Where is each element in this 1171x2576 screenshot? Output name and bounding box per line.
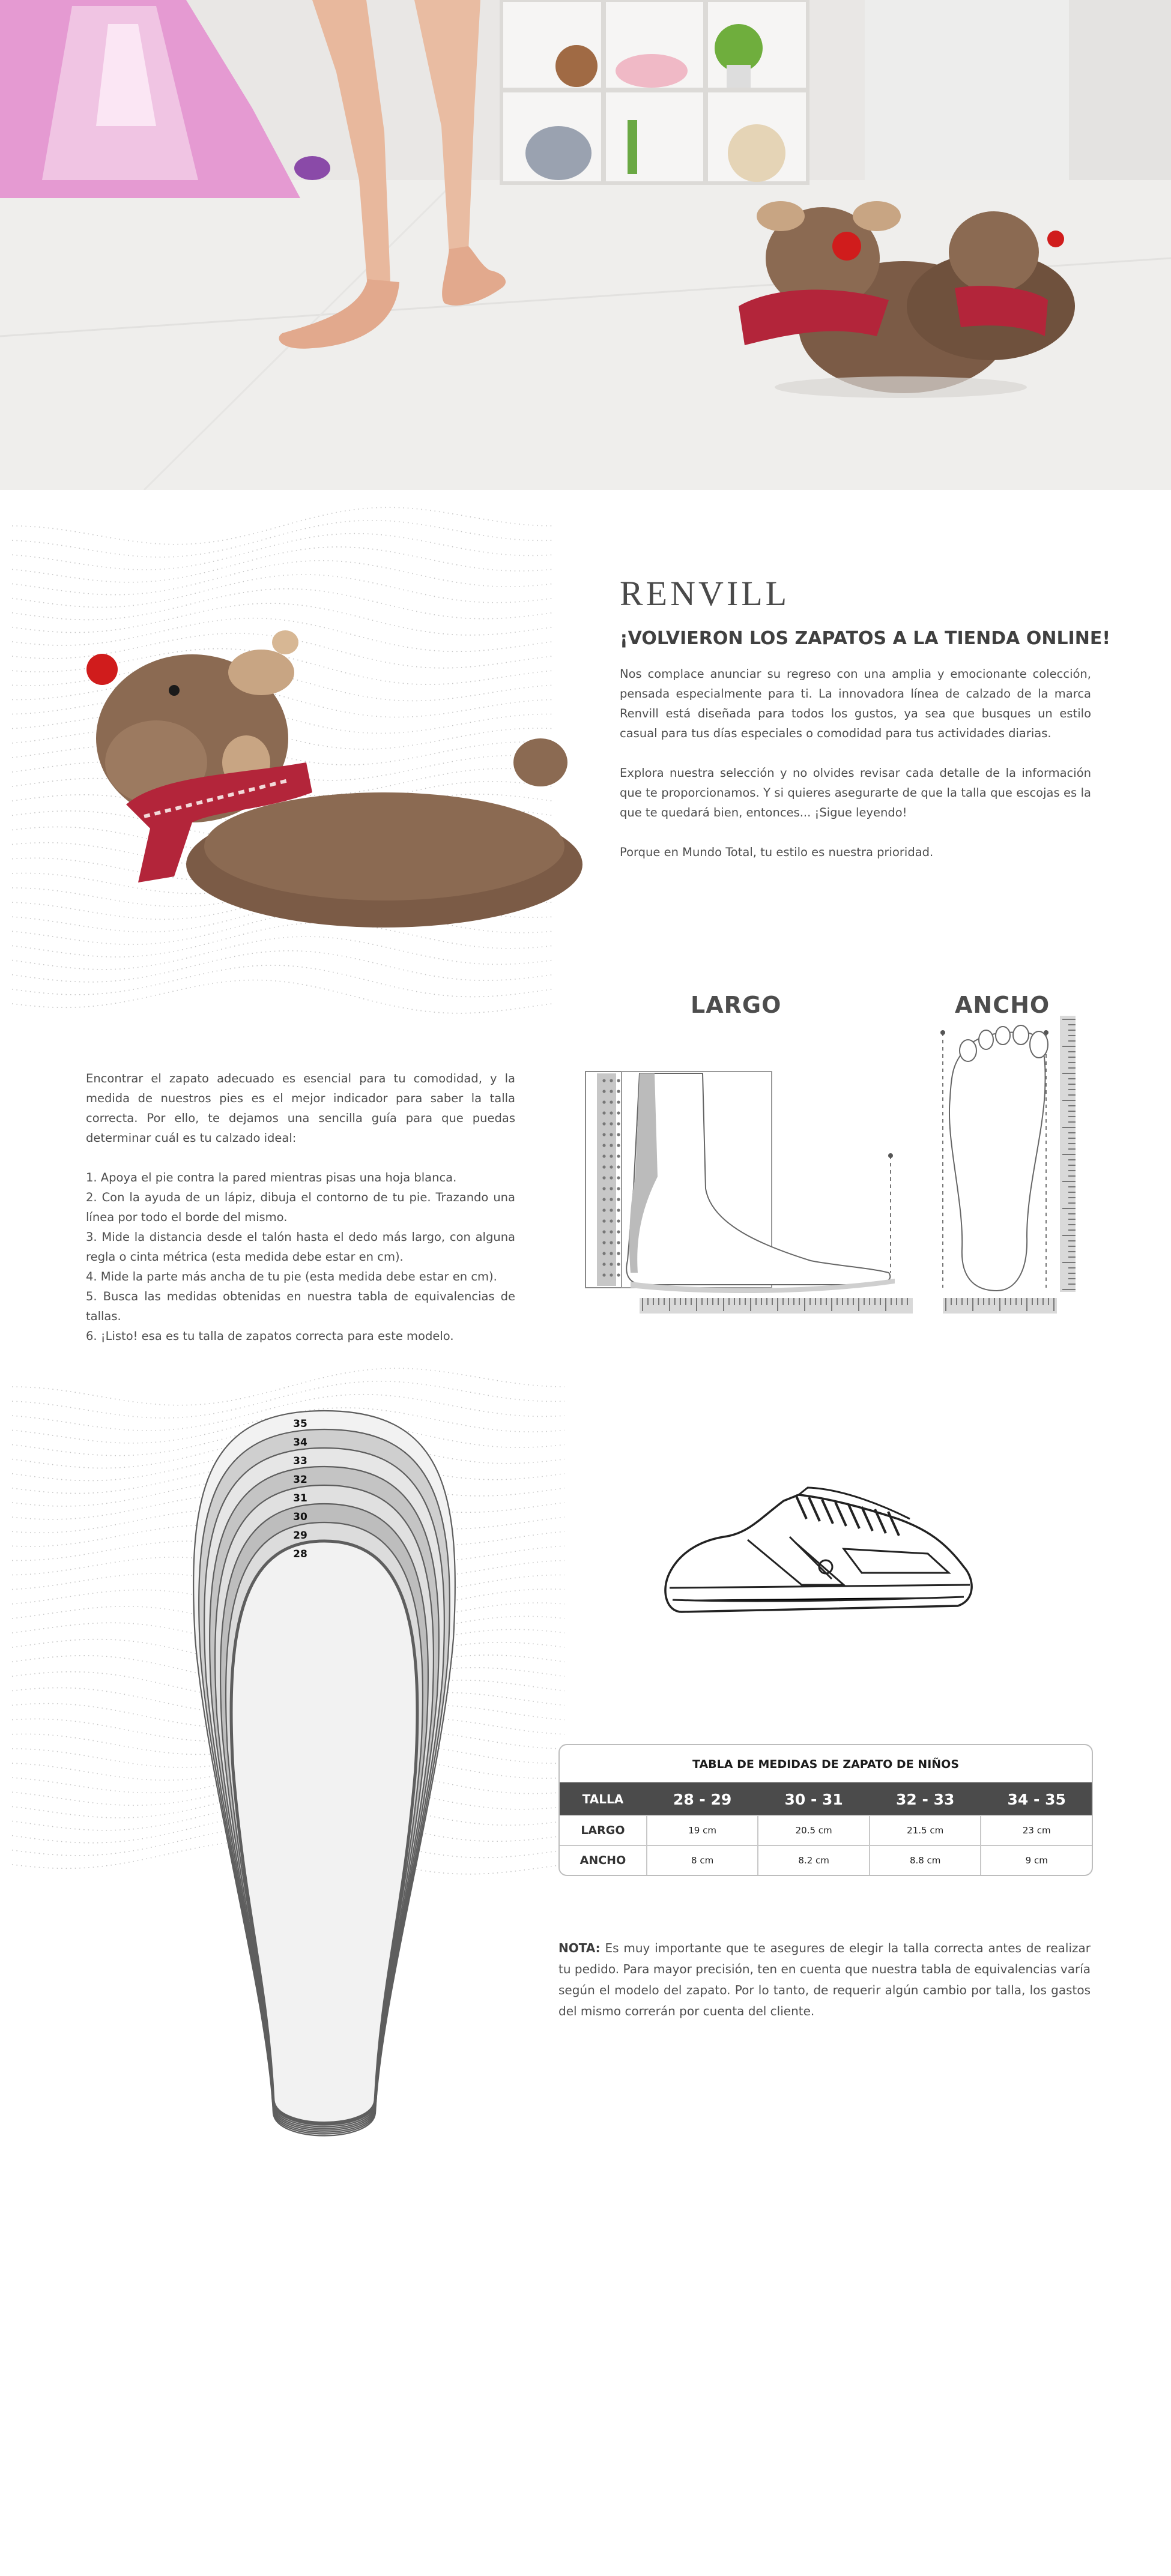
table-cell: 20.5 cm (757, 1815, 869, 1845)
insole-size-diagram (186, 1408, 462, 2152)
table-row (560, 1845, 1092, 1875)
hero-photo (0, 0, 1171, 490)
size-table (558, 1744, 1093, 1876)
insole-size-label: 30 (293, 1511, 307, 1523)
table-cell: 19 cm (646, 1815, 758, 1845)
hero-illustration (0, 0, 1171, 490)
size-table-grid (560, 1782, 1092, 1875)
insole-size-label: 31 (293, 1492, 307, 1504)
guide-intro: Encontrar el zapato adecuado es esencial para tu comodidad, y la medida de nuestros pies es el mejor indicador para saber la talla correcta. Por ello, te dejamos una sencilla guía para que puedas determinar cuál es tu calzado ideal: (86, 1072, 515, 1145)
table-header-cell: 34 - 35 (980, 1782, 1092, 1815)
note-label: NOTA: (558, 1941, 601, 1955)
table-cell: 9 cm (980, 1845, 1092, 1875)
table-cell: 8 cm (646, 1845, 758, 1875)
guide-step: 2. Con la ayuda de un lápiz, dibuja el contorno de tu pie. Trazando una línea por todo el borde del mismo. (86, 1190, 515, 1224)
guide-step: 1. Apoya el pie contra la pared mientras pisas una hoja blanca. (86, 1171, 457, 1184)
insole-size-label: 28 (293, 1548, 307, 1560)
intro-paragraph: Nos complace anunciar su regreso con una amplia y emocionante colección, pensada especialmente para ti. La innovadora línea de calzado de la marca Renvill está diseñada para todos los gustos, ya sea que busques un estilo casual para tus días especiales o comodidad para tus actividades diarias. (620, 667, 1091, 740)
guide-step: 4. Mide la parte más ancha de tu pie (esta medida debe estar en cm). (86, 1270, 497, 1283)
table-cell: 8.2 cm (757, 1845, 869, 1875)
sneaker-outline-illustration (646, 1483, 979, 1633)
row-label: ANCHO (560, 1845, 646, 1875)
guide-step: 5. Busca las medidas obtenidas en nuestra tabla de equivalencias de tallas. (86, 1290, 515, 1323)
note-text: Es muy importante que te asegures de elegir la talla correcta antes de realizar tu pedido. Para mayor precisión, ten en cuenta que nuestra tabla de equivalencias varía según el modelo del zapato. Por lo tanto, de requerir algún cambio por talla, los gastos del mismo correrán por cuenta del cliente. (558, 1941, 1091, 2018)
table-header-cell: 28 - 29 (646, 1782, 758, 1815)
label-largo: LARGO (691, 992, 782, 1018)
insole-size-label: 32 (293, 1474, 307, 1486)
table-cell: 21.5 cm (869, 1815, 981, 1845)
table-cell: 23 cm (980, 1815, 1092, 1845)
size-note (558, 1938, 1091, 2022)
table-cell: 8.8 cm (869, 1845, 981, 1875)
guide-step: 6. ¡Listo! esa es tu talla de zapatos correcta para este modelo. (86, 1329, 454, 1343)
label-ancho: ANCHO (955, 992, 1050, 1018)
intro-text (620, 664, 1091, 882)
reindeer-slipper-photo (72, 624, 589, 931)
row-label: LARGO (560, 1815, 646, 1845)
brand-name: RENVILL (620, 574, 790, 613)
insole-outline-28 (231, 1541, 417, 2123)
headline: ¡VOLVIERON LOS ZAPATOS A LA TIENDA ONLINE! (620, 628, 1111, 649)
foot-measurement-diagram (582, 1009, 1099, 1333)
measurement-guide (86, 1069, 515, 1346)
insole-size-label: 35 (293, 1418, 307, 1430)
shelf-illustration (501, 0, 808, 183)
table-header-cell: 32 - 33 (869, 1782, 981, 1815)
intro-paragraph: Porque en Mundo Total, tu estilo es nuestra prioridad. (620, 845, 934, 859)
table-header-cell: 30 - 31 (757, 1782, 869, 1815)
table-header-row (560, 1782, 1092, 1815)
table-header-cell: TALLA (560, 1782, 646, 1815)
insole-size-label: 34 (293, 1437, 307, 1449)
size-table-title: TABLA DE MEDIDAS DE ZAPATO DE NIÑOS (692, 1758, 960, 1771)
insole-size-label: 33 (293, 1455, 307, 1467)
insole-size-label: 29 (293, 1530, 307, 1542)
intro-paragraph: Explora nuestra selección y no olvides revisar cada detalle de la información que te proporcionamos. Y si quieres asegurarte de que la talla que escojas es la que te quedará bien, entonces... ¡Sigue leyendo! (620, 766, 1091, 819)
guide-step: 3. Mide la distancia desde el talón hasta el dedo más largo, con alguna regla o cinta métrica (esta medida debe estar en cm). (86, 1230, 515, 1264)
table-row (560, 1815, 1092, 1845)
